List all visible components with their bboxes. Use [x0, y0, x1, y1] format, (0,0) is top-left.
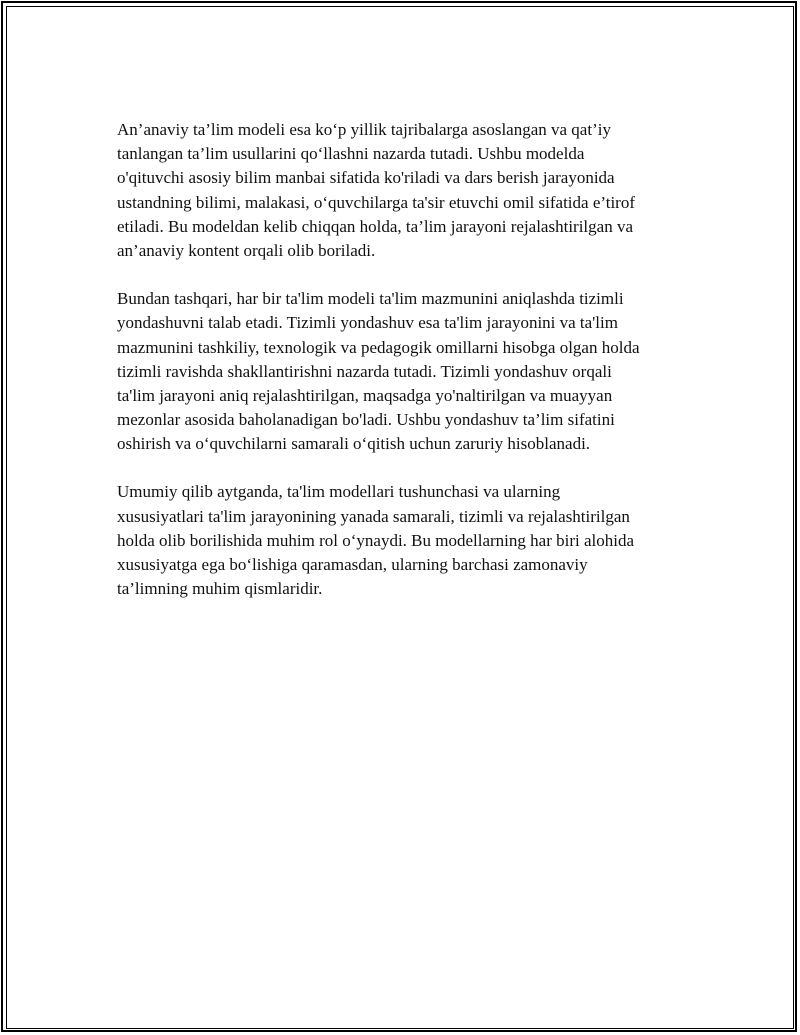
- paragraph-3: [117, 480, 689, 601]
- paragraph-1: [117, 118, 689, 263]
- text-line: yondashuvni talab etadi. Tizimli yondashuv esa ta'lim jarayonini va ta'lim: [117, 313, 618, 333]
- text-line: xususiyatga ega bo‘lishiga qaramasdan, ularning barchasi zamonaviy: [117, 555, 588, 574]
- text-line: holda olib borilishida muhim rol o‘ynaydi. Bu modellarning har biri alohida: [117, 530, 634, 550]
- text-line: tanlangan ta’lim usullarini qo‘llashni nazarda tutadi. Ushbu modelda: [117, 144, 585, 164]
- text-line: Umumiy qilib aytganda, ta'lim modellari tushunchasi va ularning: [117, 482, 561, 502]
- text-line: o'qituvchi asosiy bilim manbai sifatida ko'riladi va dars berish jarayonida: [117, 168, 615, 188]
- text-line: Bundan tashqari, har bir ta'lim modeli ta'lim mazmunini aniqlashda tizimli: [117, 289, 624, 309]
- text-line: ta'lim jarayoni aniq rejalashtirilgan, maqsadga yo'naltirilgan va muayyan: [117, 385, 613, 405]
- document-body: [117, 118, 689, 625]
- text-line: ta’limning muhim qismlaridir.: [117, 579, 323, 599]
- text-line: An’anaviy ta’lim modeli esa ko‘p yillik tajribalarga asoslangan va qat’iy: [117, 120, 611, 139]
- paragraph-2: [117, 287, 689, 456]
- text-line: oshirish va o‘quvchilarni samarali o‘qitish uchun zaruriy hisoblanadi.: [117, 434, 591, 454]
- text-line: an’anaviy kontent orqali olib boriladi.: [117, 240, 376, 260]
- text-line: tizimli ravishda shakllantirishni nazarda tutadi. Tizimli yondashuv orqali: [117, 361, 612, 381]
- text-line: mezonlar asosida baholanadigan bo'ladi. Ushbu yondashuv ta’lim sifatini: [117, 410, 615, 430]
- text-line: etiladi. Bu modeldan kelib chiqqan holda, ta’lim jarayoni rejalashtirilgan va: [117, 216, 633, 236]
- text-line: ustandning bilimi, malakasi, o‘quvchilarga ta'sir etuvchi omil sifatida e’tirof: [117, 192, 635, 212]
- text-line: mazmunini tashkiliy, texnologik va pedagogik omillarni hisobga olgan holda: [117, 337, 640, 357]
- text-line: xususiyatlari ta'lim jarayonining yanada samarali, tizimli va rejalashtirilgan: [117, 506, 630, 526]
